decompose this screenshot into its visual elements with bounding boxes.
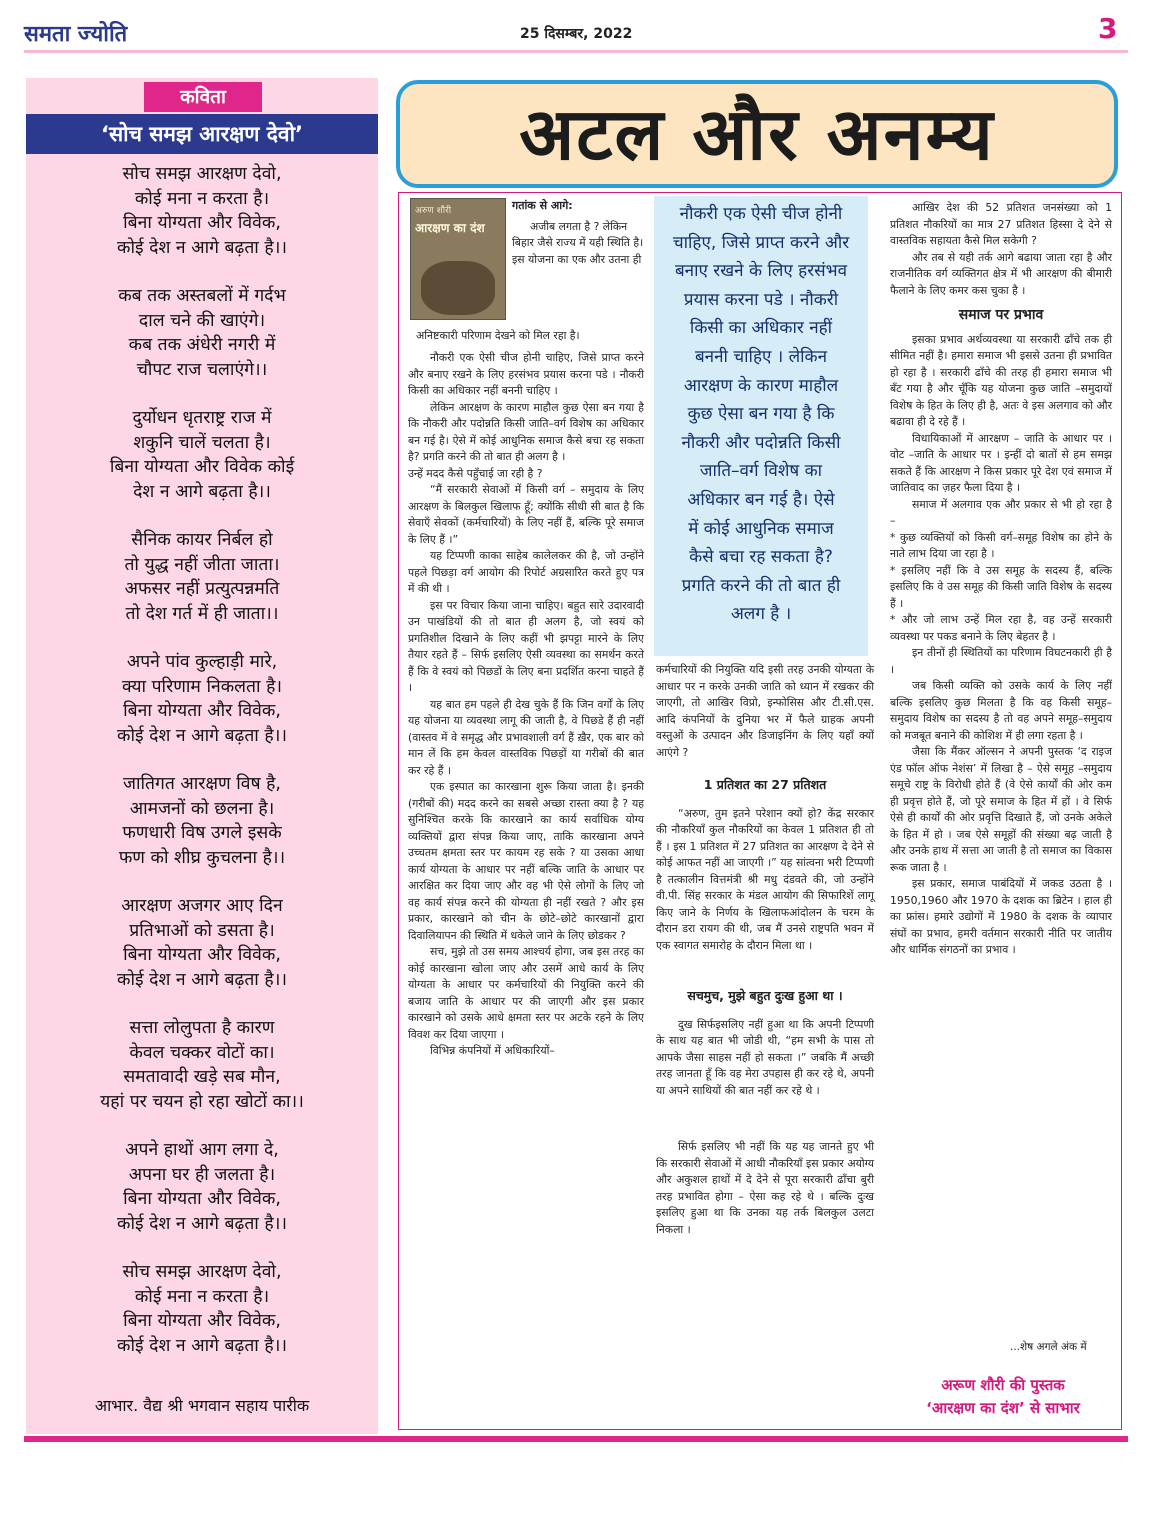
poem-stanza xyxy=(26,772,378,870)
paragraph: इस पर विचार किया जाना चाहिए। बहुत सारे उदारवादी उन पाखंडियों की तो बात ही अलग है, जो स्वयं को प्रगतिशील दिखाने के लिए कहीं भी झपट्टा मारने के लिए तैयार रहते हैं – सिर्फ इसलिए ऐसी व्यवस्था का समर्थन करते हैं कि वे स्वयं को पिछडों के लिए बना प्रदर्शित करना चाहते हैं । xyxy=(408,598,644,694)
poem-line: क्या परिणाम निकलता है। xyxy=(122,676,282,697)
poem-line: कोई देश न आगे बढ़ता है।। xyxy=(117,725,287,746)
paragraph: “मैं सरकारी सेवाओं में किसी वर्ग – समुदाय के लिए आरक्षण के बिलकुल खिलाफ हूँ; क्योंकि सीधी सी बात है कि सेवाएँ सेवकों (कर्मचारियों) के लिए नहीं हैं, बल्कि पूरे समाज के लिए हैं ।” xyxy=(408,483,644,546)
poem-title: ‘सोच समझ आरक्षण देवो’ xyxy=(26,114,378,154)
poem-line: बिना योग्यता और विवेक, xyxy=(123,701,281,721)
paragraph: यह टिप्पणी काका साहेब कालेलकर की है, जो उन्होंने पहले पिछड़ा वर्ग आयोग की रिपोर्ट अग्रसारित करते हुए पत्र में की थी । xyxy=(408,549,644,595)
publication-name: समता ज्योति xyxy=(24,22,128,47)
pull-quote-line: में कोई आधुनिक समाज xyxy=(688,518,834,539)
poem-stanza xyxy=(26,650,378,748)
header-divider xyxy=(24,50,1128,53)
pull-quote xyxy=(654,196,868,656)
paragraph: दुख सिर्फइसलिए नहीं हुआ था कि अपनी टिप्पणी के साथ यह बात भी जोडी थी, “हम सभी के पास तो आपके जैसा साहस नहीं हो सकता ।” जबकि मैं अच्छी तरह जानता हूँ कि वह मेरा उपहास ही कर रहे थे, अपनी या अपने साथियों की बात नहीं कर रहे थे । xyxy=(656,1017,874,1097)
intro-block xyxy=(512,198,644,268)
poem-stanza xyxy=(26,406,378,504)
paragraph: और तब से यही तर्क आगे बढाया जाता रहा है और राजनीतिक वर्ग व्यक्तिगत क्षेत्र में भी आरक्षण की बीमारी फैलाने के लिए कमर कस चुका है । xyxy=(890,250,1112,297)
paragraph: इसका प्रभाव अर्थव्यवस्था या सरकारी ढाँचे तक ही सीमित नहीं है। हमारा समाज भी इससे उतना ही प्रभावित हो रहा है । सरकारी ढाँचे की तरह ही हमारा समाज भी बँट गया है और चूँकि यह योजना कुछ जाति –समुदायों विशेष के हित के लिए ही है, अतः वे इस अलगाव को और बढावा ही दे रहे हैं । xyxy=(890,332,1112,428)
poem-line: अपने हाथों आग लगा दे, xyxy=(125,1140,279,1160)
poem-line: कोई देश न आगे बढ़ता है।। xyxy=(117,1335,287,1356)
continued-from-label: गतांक से आगे: xyxy=(512,199,573,212)
pull-quote-line: नौकरी एक ऐसी चीज होनी xyxy=(679,204,843,224)
book-author: अरुण शौरी xyxy=(415,206,452,216)
paragraph: नौकरी एक ऐसी चीज होनी चाहिए, जिसे प्राप्त करने और बनाए रखने के लिए हरसंभव प्रयास करना पडे । नौकरी किसी का अधिकार नहीं बननी चाहिए । xyxy=(408,351,644,397)
paragraph: सच, मुझे तो उस समय आश्चर्य होगा, जब इस तरह का कोई कारखाना खोला जाए और उसमें आधे कार्य के लिए योग्यता के आधार पर कर्मचारियों की नियुक्ति करने की बजाय जाति के आधार पर की जाएगी और इस प्रकार कारखाने को उसके आधे क्षमता स्तर पर अटके रहने के लिए विवश कर दिया जाएगा । xyxy=(408,945,644,1041)
bullet-item: * इसलिए नहीं कि वे उस समूह के सदस्य हैं, बल्कि इसलिए कि वे उस समूह की किसी जाति विशेष के सदस्य हैं । xyxy=(890,563,1112,610)
poem-line: चौपट राज चलाएंगे।। xyxy=(136,359,268,380)
poem-line: देश न आगे बढ़ता है।। xyxy=(133,481,271,502)
book-cover-art xyxy=(421,261,495,315)
continued-note: ...शेष अगले अंक में xyxy=(1010,1341,1087,1353)
poem-line: फण को शीघ्र कुचलना है।। xyxy=(118,847,286,868)
paragraph: एक इस्पात का कारखाना शुरू किया जाता है। इनकी (गरीबों की) मदद करने का सबसे अच्छा रास्ता क्या है ? यह सुनिश्चित करके कि कारखाने का कार्य सर्वाधिक योग्य व्यक्तियों द्वारा संपन्न किया जाए, ताकि कारखाना अपने उच्चतम क्षमता स्तर पर कायम रह सके ? या उसका आधा कार्य योग्यता के आधार पर नहीं बल्कि जाति के आधार पर आरक्षित कर दिया जाए और वह भी ऐसे लोगों के लिए जो वह कार्य संपन्न करने की योग्यता ही नहीं रखते ? और इस प्रकार, कारखाने को चीन के छोटे–छोटे कारखानों द्वारा दिवालियापन की स्थिति में धकेले जाने के लिए छोडकर ? xyxy=(408,780,644,942)
paragraph: जब किसी व्यक्ति को उसके कार्य के लिए नहीं बल्कि इसलिए कुछ मिलता है कि वह किसी समूह–समुदाय विशेष का सदस्य है तो वह अपने समूह–समुदाय को मजबूत बनाने की कोशिश में ही लगा रहता है । xyxy=(890,679,1112,742)
paragraph: विधायिकाओं में आरक्षण – जाति के आधार पर । वोट –जाति के आधार पर । इन्हीं दो बातों से हम समझ सकते हैं कि आरक्षण ने किस प्रकार पूरे देश एवं समाज में जातिवाद का ज़हर फैला दिया है । xyxy=(890,431,1112,494)
poem-body xyxy=(26,162,378,1382)
poem-line: कोई मना न करता है। xyxy=(134,1286,270,1307)
headline-banner xyxy=(396,80,1118,188)
source-credit xyxy=(892,1374,1114,1420)
pull-quote-line: कुछ ऐसा बन गया है कि xyxy=(687,404,835,425)
pull-quote-line: किसी का अधिकार नहीं xyxy=(689,318,833,339)
poem-column xyxy=(26,78,378,1434)
pull-quote-line: आरक्षण के कारण माहौल xyxy=(683,375,839,396)
poem-stanza xyxy=(26,284,378,382)
intro-continuation: अनिष्टकारी परिणाम देखने को मिल रहा है। xyxy=(416,329,580,342)
article-column-1 xyxy=(408,350,644,1060)
subheading: 1 प्रतिशत का 27 प्रतिशत xyxy=(703,777,827,792)
intro-text: अजीब लगता है ? लेकिन बिहार जैसे राज्य में यही स्थिति है। इस योजना का एक और उतना ही xyxy=(512,219,644,266)
poem-line: बिना योग्यता और विवेक, xyxy=(123,1189,281,1209)
paragraph: यह बात हम पहले ही देख चुके हैं कि जिन वर्गों के लिए यह योजना या व्यवस्था लागू की जाती है, वे पिछडे हैं ही नहीं (वास्तव में वे समृद्ध और प्रभावशाली वर्ग हैं ख़ैर, एक बार को मान लें कि हम केवल वास्तविक पिछड़ों या गरीबों की बात कर रहे हैं । xyxy=(408,697,644,777)
paragraph: समाज में अलगाव एक और प्रकार से भी हो रहा है – xyxy=(890,497,1112,527)
poem-stanza xyxy=(26,894,378,992)
poem-line: कोई देश न आगे बढ़ता है।। xyxy=(117,237,287,258)
bullet-item: * और जो लाभ उन्हें मिल रहा है, वह उन्हें सरकारी व्यवस्था पर पकड बनाने के लिए बेहतर है । xyxy=(890,613,1112,643)
pull-quote-line: बननी चाहिए । लेकिन xyxy=(694,346,828,367)
pull-quote-line: प्रयास करना पडे । नौकरी xyxy=(683,289,839,310)
poem-line: अपना घर ही जलता है। xyxy=(128,1164,276,1185)
poem-line: आरक्षण अजगर आए दिन xyxy=(121,896,283,916)
poem-stanza xyxy=(26,162,378,260)
poem-stanza xyxy=(26,1016,378,1114)
paragraph: उन्हें मदद कैसे पहुँचाई जा रही है ? xyxy=(408,466,543,480)
poem-line: कोई देश न आगे बढ़ता है।। xyxy=(117,969,287,990)
poem-line: कब तक अंधेरी नगरी में xyxy=(128,335,276,355)
issue-date: 25 दिसम्बर, 2022 xyxy=(520,26,633,42)
poem-line: बिना योग्यता और विवेक, xyxy=(123,213,281,233)
pull-quote-line: जाति–वर्ग विशेष का xyxy=(699,461,823,482)
poem-line: तो युद्ध नहीं जीता जाता। xyxy=(124,554,280,575)
paragraph: आखिर देश की 52 प्रतिशत जनसंख्या को 1 प्रतिशत नौकरियों का मात्र 27 प्रतिशत हिस्सा दे देने से वास्तविक सहायता कैसे मिल सकेगी ? xyxy=(890,201,1112,247)
book-cover-image xyxy=(410,198,506,320)
poem-line: आमजनों को छलना है। xyxy=(129,798,275,819)
poem-stanza xyxy=(26,1260,378,1358)
subheading: सचमुच, मुझे बहुत दुःख हुआ था । xyxy=(687,988,843,1003)
pull-quote-line: अधिकार बन गई है। ऐसे xyxy=(687,489,835,510)
poem-line: सत्ता लोलुपता है कारण xyxy=(129,1018,275,1038)
poem-line: दाल चने की खाएंगे। xyxy=(138,310,266,331)
paragraph: “अरुण, तुम इतने परेशान क्यों हो? केंद्र सरकार की नौकरियाँ कुल नौकरियों का केवल 1 प्रतिशत ही तो हैं । इस 1 प्रतिशत में 27 प्रतिशत का आरक्षण दे देने से कोई आफत नहीं आ जाएगी ।” यह सांत्वना भरी टिप्पणी है तत्कालीन वित्तमंत्री श्री मधु दंडवते की, जो उन्होंने वी.पी. सिंह सरकार के मंडल आयोग की सिफारिशें लागू किए जाने के निर्णय के खिलाफआंदोलन के चरम के दौरान डरा रायग की थी, जब मैं उनसे राष्ट्रपति भवन में एक स्वागत समारोह के दौरान मिला था । xyxy=(656,806,874,952)
paragraph: इन तीनों ही स्थितियों का परिणाम विघटनकारी ही है । xyxy=(890,646,1112,676)
poem-line: सोच समझ आरक्षण देवो, xyxy=(122,1262,282,1282)
headline: अटल और अनम्य xyxy=(519,92,995,176)
article-column-4 xyxy=(890,200,1112,959)
poem-line: कोई देश न आगे बढ़ता है।। xyxy=(117,1213,287,1234)
paragraph: जैसा कि मैंकर ऑल्सन ने अपनी पुस्तक ‘द राइज एंड फॉल ऑफ नेशंस’ में लिखा है – ऐसे समूह –समुदाय समूचे राष्ट्र के विरोधी होते हैं (वे ऐसे कार्यों की ओर कम ही प्रवृत्त होते हैं, जो पूरे समाज के हित में हों । वे सिर्फ ऐसे ही कार्यों की ओर प्रवृत्ति दिखाते हैं, जो उनके अकेले के हित में हो । जब ऐसे समूहों की संख्या बढ़ जाती है और उनके हाथ में सत्ता आ जाती है तो समाज का विकास रूक जाता है । xyxy=(890,745,1112,874)
poem-line: अपने पांव कुल्हाड़ी मारे, xyxy=(126,652,278,672)
poem-line: शकुनि चालें चलता है। xyxy=(133,432,271,453)
book-title: आरक्षण का दंश xyxy=(415,221,485,235)
section-label: कविता xyxy=(144,82,262,112)
poem-line: बिना योग्यता और विवेक कोई xyxy=(109,457,295,477)
pull-quote-line: अलग है । xyxy=(730,604,792,625)
paragraph: विभिन्न कंपनियों में अधिकारियों– xyxy=(430,1044,555,1057)
footer-rule xyxy=(24,1436,1128,1442)
article-column-3 xyxy=(656,662,874,1238)
poem-line: बिना योग्यता और विवेक, xyxy=(123,945,281,965)
poem-line: कब तक अस्तबलों में गर्दभ xyxy=(118,286,286,306)
poem-line: जातिगत आरक्षण विष है, xyxy=(122,774,281,794)
poem-line: केवल चक्कर वोटों का। xyxy=(129,1042,275,1063)
poem-stanza xyxy=(26,1138,378,1236)
poem-line: कोई मना न करता है। xyxy=(134,188,270,209)
poem-line: यहां पर चयन हो रहा खोटों का।। xyxy=(100,1091,304,1112)
paragraph: सिर्फ इसलिए भी नहीं कि यह यह जानते हुए भी कि सरकारी सेवाओं में आधी नौकरियाँ इस प्रकार अयोग्य और अकुशल हाथों में दे देने से पूरा सरकारी ढाँचा बुरी तरह प्रभावित होगा – ऐसा कह रहे थे । बल्कि दुःख इसलिए हुआ था कि उनका यह तर्क बिलकुल उलटा निकला । xyxy=(656,1140,874,1236)
poem-line: सोच समझ आरक्षण देवो, xyxy=(122,164,282,184)
poem-line: समतावादी खड़े सब मौन, xyxy=(123,1067,281,1087)
poem-line: बिना योग्यता और विवेक, xyxy=(123,1311,281,1331)
source-line: अरूण शौरी की पुस्तक xyxy=(941,1376,1065,1394)
paragraph: इस प्रकार, समाज पाबंदियों में जकड उठता है । 1950,1960 और 1970 के दशक का ब्रिटेन । हाल ही का फ्रांस। हमारे उद्योगों में 1980 के दशक के व्यापार संघों का प्रभाव, हमरी वर्तमान सरकारी नीति पर जातीय और धार्मिक संगठनों का प्रभाव । xyxy=(890,877,1112,956)
poem-line: फणधारी विष उगले इसके xyxy=(122,823,282,843)
poem-credit: आभार. वैद्य श्री भगवान सहाय पारीक xyxy=(94,1396,310,1415)
poem-line: तो देश गर्त में ही जाता।। xyxy=(125,603,279,624)
pull-quote-line: चाहिए, जिसे प्राप्त करने और xyxy=(672,232,850,253)
poem-line: दुर्योधन धृतराष्ट्र राज में xyxy=(132,408,272,428)
pull-quote-line: बनाए रखने के लिए हरसंभव xyxy=(674,261,848,282)
subheading: समाज पर प्रभाव xyxy=(958,307,1044,323)
poem-line: अफसर नहीं प्रत्युत्पन्नमति xyxy=(124,579,280,599)
poem-line: सैनिक कायर निर्बल हो xyxy=(131,530,273,550)
page-number: 3 xyxy=(1098,12,1118,45)
bullet-item: * कुछ व्यक्तियों को किसी वर्ग–समूह विशेष का होने के नाते लाभ दिया जा रहा है । xyxy=(890,530,1112,560)
pull-quote-line: कैसे बचा रह सकता है? xyxy=(689,547,833,568)
source-line: ‘आरक्षण का दंश’ से साभार xyxy=(926,1399,1080,1417)
pull-quote-line: नौकरी और पदोन्नति किसी xyxy=(681,432,841,453)
pull-quote-line: प्रगति करने की तो बात ही xyxy=(681,575,841,596)
poem-line: प्रतिभाओं को डसता है। xyxy=(129,920,275,941)
page-header xyxy=(0,0,1170,56)
paragraph: कर्मचारियों की नियुक्ति यदि इसी तरह उनकी योग्यता के आधार पर न करके उनकी जाति को ध्यान में रखकर की जाएगी, तो आखिर विप्रो, इन्फोसिस और टी.सी.एस. आदि कंपनियों के दुनिया भर में फैले ग्राहक अपनी वस्तुओं के उत्पादन और डिजाइनिंग के लिए यहाँ क्यों आएंगे ? xyxy=(656,663,874,759)
poem-stanza xyxy=(26,528,378,626)
paragraph: लेकिन आरक्षण के कारण माहौल कुछ ऐसा बन गया है कि नौकरी और पदोन्नति किसी जाति–वर्ग विशेष का अधिकार बन गई है। ऐसे में कोई आधुनिक समाज कैसे बचा रह सकता है? प्रगति करने की तो बात ही अलग है । xyxy=(408,400,644,463)
